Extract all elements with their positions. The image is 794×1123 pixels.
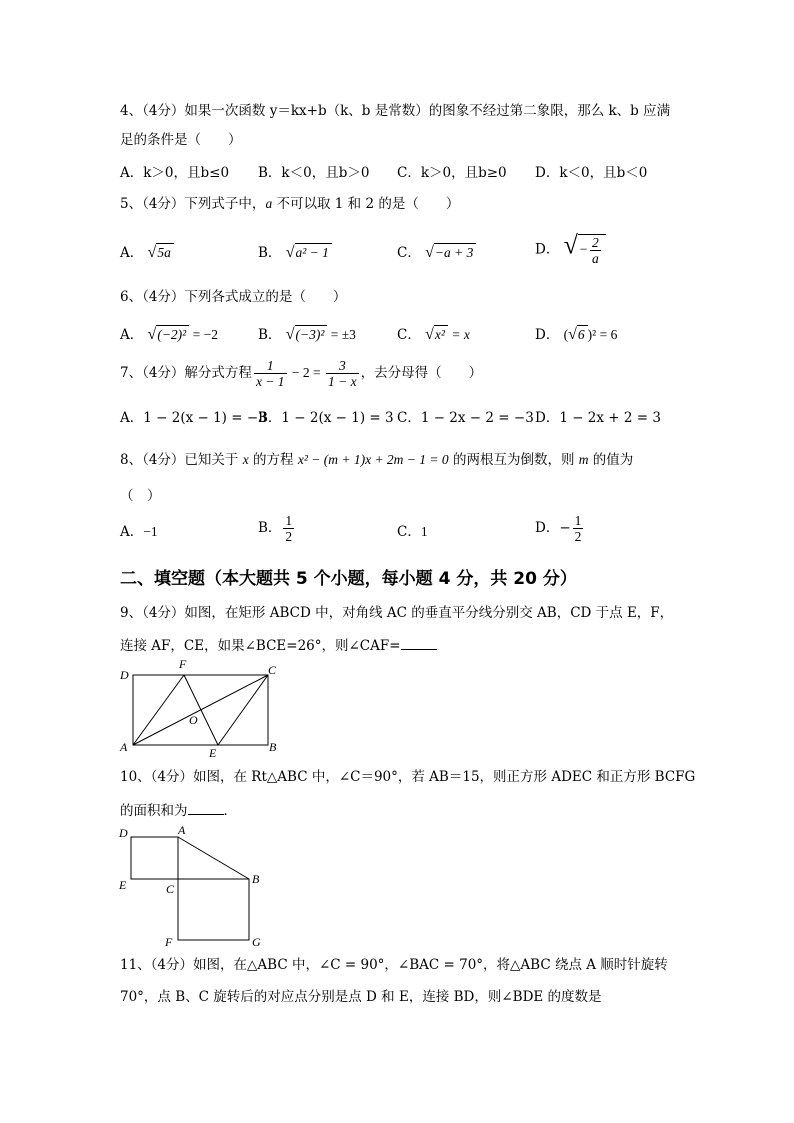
q5-option-b-sqrt: √a² − 1 — [286, 243, 332, 262]
q11-stem-line1: 11、（4分）如图，在△ABC 中，∠C = 90°，∠BAC = 70°，将△ABC 绕点 A 顺时针旋转 — [120, 957, 668, 973]
q5-option-b — [258, 243, 332, 262]
q10-stem-end: ． — [223, 803, 237, 819]
q4-option-a: A．k＞0，且b≤0 — [120, 165, 230, 181]
q8-stem-prefix: 8、（4分）已知关于 — [120, 452, 243, 468]
q10-hypotenuse-ab — [178, 837, 249, 879]
q8-option-d-label: D． — [535, 520, 560, 536]
q8-stem-line1 — [120, 451, 633, 469]
q4-stem-line1: 4、（4分）如果一次函数 y＝kx+b（k、b 是常数）的图象不经过第二象限，那么 k、b 应满 — [120, 103, 671, 119]
q9-label-f: F — [179, 657, 187, 671]
q6-option-d-sqrt: √6 — [568, 325, 588, 344]
q10-square-adec — [131, 837, 178, 879]
q10-squares-figure — [115, 822, 275, 952]
q8-option-a-value: −1 — [143, 524, 158, 539]
q8-stem-line2: （ ） — [120, 488, 161, 504]
q8-option-b-numerator: 1 — [285, 513, 293, 528]
q8-option-b-denominator: 2 — [285, 529, 293, 544]
q8-stem-suffix-2: 的值为 — [588, 452, 634, 468]
q6-option-c-rest: = x — [447, 327, 470, 342]
q6-option-c-label: C． — [397, 327, 421, 343]
q7-fraction-1-numerator: 1 — [254, 358, 287, 374]
q6-option-a-label: A． — [120, 327, 144, 343]
q6-option-a-rest: = −2 — [189, 327, 218, 342]
q11-stem-line2: 70°，点 B、C 旋转后的对应点分别是点 D 和 E，连接 BD，则∠BDE 的度数是 — [120, 989, 602, 1005]
q7-equation-middle: − 2 = — [288, 365, 325, 380]
q4-option-c: C．k＞0，且b≥0 — [397, 165, 507, 181]
q6-option-b-sqrt: √(−3)² — [286, 325, 328, 344]
q8-option-a-label: A． — [120, 524, 144, 540]
q10-label-e: E — [119, 878, 127, 892]
q6-option-a-sqrt: √(−2)² — [148, 325, 190, 344]
q6-option-c — [397, 325, 470, 344]
q10-stem-line1: 10、（4分）如图，在 Rt△ABC 中，∠C＝90°，若 AB＝15，则正方形 ADEC 和正方形 BCFG — [120, 769, 696, 785]
q5-option-a — [120, 243, 174, 262]
q5-option-c-radicand: −a + 3 — [434, 243, 476, 262]
q4-stem-line2: 足的条件是（ ） — [120, 132, 242, 148]
q9-stem-line1: 9、（4分）如图，在矩形 ABCD 中，对角线 AC 的垂直平分线分别交 AB，CD 于点 E，F， — [120, 605, 674, 621]
q6-option-b-radicand: (−3)² — [295, 325, 328, 344]
q8-option-d — [535, 513, 585, 544]
q7-option-c: C．1 − 2x − 2 = −3 — [397, 410, 534, 426]
q8-option-b-label: B． — [258, 520, 282, 536]
q6-stem: 6、（4分）下列各式成立的是（ ） — [120, 289, 347, 305]
q5-option-d — [535, 230, 606, 266]
q5-stem — [120, 195, 459, 213]
q5-option-d-label: D． — [535, 241, 560, 258]
q6-option-c-radicand: x² — [434, 325, 448, 344]
q5-option-d-sign: − — [578, 241, 589, 257]
q9-segment-fe — [184, 675, 218, 745]
q6-option-d-rest: )² = 6 — [587, 327, 618, 342]
q5-option-d-denominator: a — [592, 251, 599, 266]
q8-equation: x² − (m + 1)x + 2m − 1 = 0 — [297, 452, 449, 467]
q6-option-b-rest: = ±3 — [327, 327, 356, 342]
q9-label-a: A — [120, 740, 128, 754]
q5-option-b-label: B． — [258, 245, 282, 261]
q9-label-b: B — [269, 740, 277, 754]
q9-rectangle-figure — [115, 655, 290, 760]
q4-option-d: D．k＜0，且b＜0 — [535, 165, 648, 181]
q5-stem-prefix: 5、（4分）下列式子中， — [120, 196, 266, 212]
section-2-title: 二、填空题（本大题共 5 个小题，每小题 4 分，共 20 分） — [120, 569, 577, 589]
q5-stem-suffix: 不可以取 1 和 2 的是（ ） — [272, 196, 460, 212]
q6-option-a — [120, 325, 218, 344]
q8-option-d-fraction — [573, 513, 584, 544]
q8-variable-x: x — [242, 452, 249, 467]
q10-label-a: A — [178, 823, 186, 837]
q7-option-b: B．1 − 2(x − 1) = 3 — [258, 410, 394, 426]
q8-option-d-sign: − — [559, 520, 571, 536]
q6-option-d — [535, 325, 617, 344]
q7-fraction-2 — [326, 358, 359, 389]
q6-option-d-open: ( — [563, 327, 569, 342]
q5-option-a-radicand: 5a — [156, 243, 174, 262]
q8-option-a — [120, 523, 158, 541]
q8-option-c-label: C． — [397, 524, 421, 540]
q5-option-c — [397, 243, 476, 262]
q10-square-bcfg — [178, 879, 249, 940]
q5-option-a-sqrt: √5a — [148, 243, 174, 262]
q10-stem-line2 — [120, 802, 237, 820]
q5-stem-variable: a — [265, 196, 273, 211]
q6-option-c-sqrt: √x² — [425, 325, 448, 344]
q6-option-b-label: B． — [258, 327, 282, 343]
q10-label-g: G — [252, 935, 261, 949]
q8-stem-middle: 的方程 — [248, 452, 298, 468]
q8-option-d-denominator: 2 — [574, 529, 582, 544]
q9-segment-ec — [218, 675, 268, 745]
q4-option-b: B．k＜0，且b＞0 — [258, 165, 370, 181]
q7-fraction-2-denominator: 1 − x — [328, 374, 357, 389]
q8-option-d-numerator: 1 — [574, 513, 582, 528]
q10-label-c: C — [166, 882, 175, 896]
q6-option-b — [258, 325, 356, 344]
q8-stem-suffix-1: 的两根互为倒数，则 — [448, 452, 579, 468]
q9-label-e: E — [209, 746, 217, 760]
q9-segment-af — [133, 675, 184, 745]
q10-label-f: F — [165, 935, 173, 949]
q10-answer-blank — [188, 802, 224, 815]
q6-option-d-label: D． — [535, 327, 560, 343]
q10-label-b: B — [252, 872, 260, 886]
q7-option-a: A．1 − 2(x − 1) = −3 — [120, 410, 267, 426]
q7-stem-prefix: 7、（4分）解分式方程 — [120, 365, 252, 381]
q5-option-b-radicand: a² − 1 — [295, 243, 332, 262]
q5-option-c-label: C． — [397, 245, 421, 261]
q10-label-d: D — [119, 826, 128, 840]
q9-label-c: C — [268, 663, 277, 677]
q7-fraction-2-numerator: 3 — [326, 358, 359, 374]
q8-option-c-value: 1 — [420, 524, 428, 539]
q6-option-d-radicand: 6 — [577, 325, 588, 344]
q7-stem — [120, 358, 482, 389]
q5-option-d-sqrt: √− $\frac{2}{a}$ — [564, 234, 606, 266]
q10-stem-text: 的面积和为 — [120, 803, 188, 819]
q9-stem-line2 — [120, 637, 437, 655]
q8-option-b — [258, 513, 296, 544]
q9-stem-text: 连接 AF，CE，如果∠BCE=26°，则∠CAF= — [120, 638, 401, 654]
q7-fraction-1 — [254, 358, 287, 389]
q8-option-c — [397, 523, 428, 541]
q7-fraction-1-denominator: x − 1 — [255, 374, 285, 389]
q8-option-b-fraction — [283, 513, 294, 544]
q6-option-a-radicand: (−2)² — [156, 325, 189, 344]
q5-option-c-sqrt: √−a + 3 — [425, 243, 476, 262]
q7-option-d: D．1 − 2x + 2 = 3 — [535, 410, 661, 426]
q8-variable-m: m — [578, 452, 589, 467]
q9-answer-blank — [401, 637, 437, 650]
q7-stem-suffix: ，去分母得（ ） — [360, 365, 483, 381]
q9-label-d: D — [120, 668, 129, 682]
q9-label-o: O — [189, 713, 198, 727]
q5-option-d-numerator: 2 — [592, 235, 599, 250]
q5-option-a-label: A． — [120, 245, 144, 261]
